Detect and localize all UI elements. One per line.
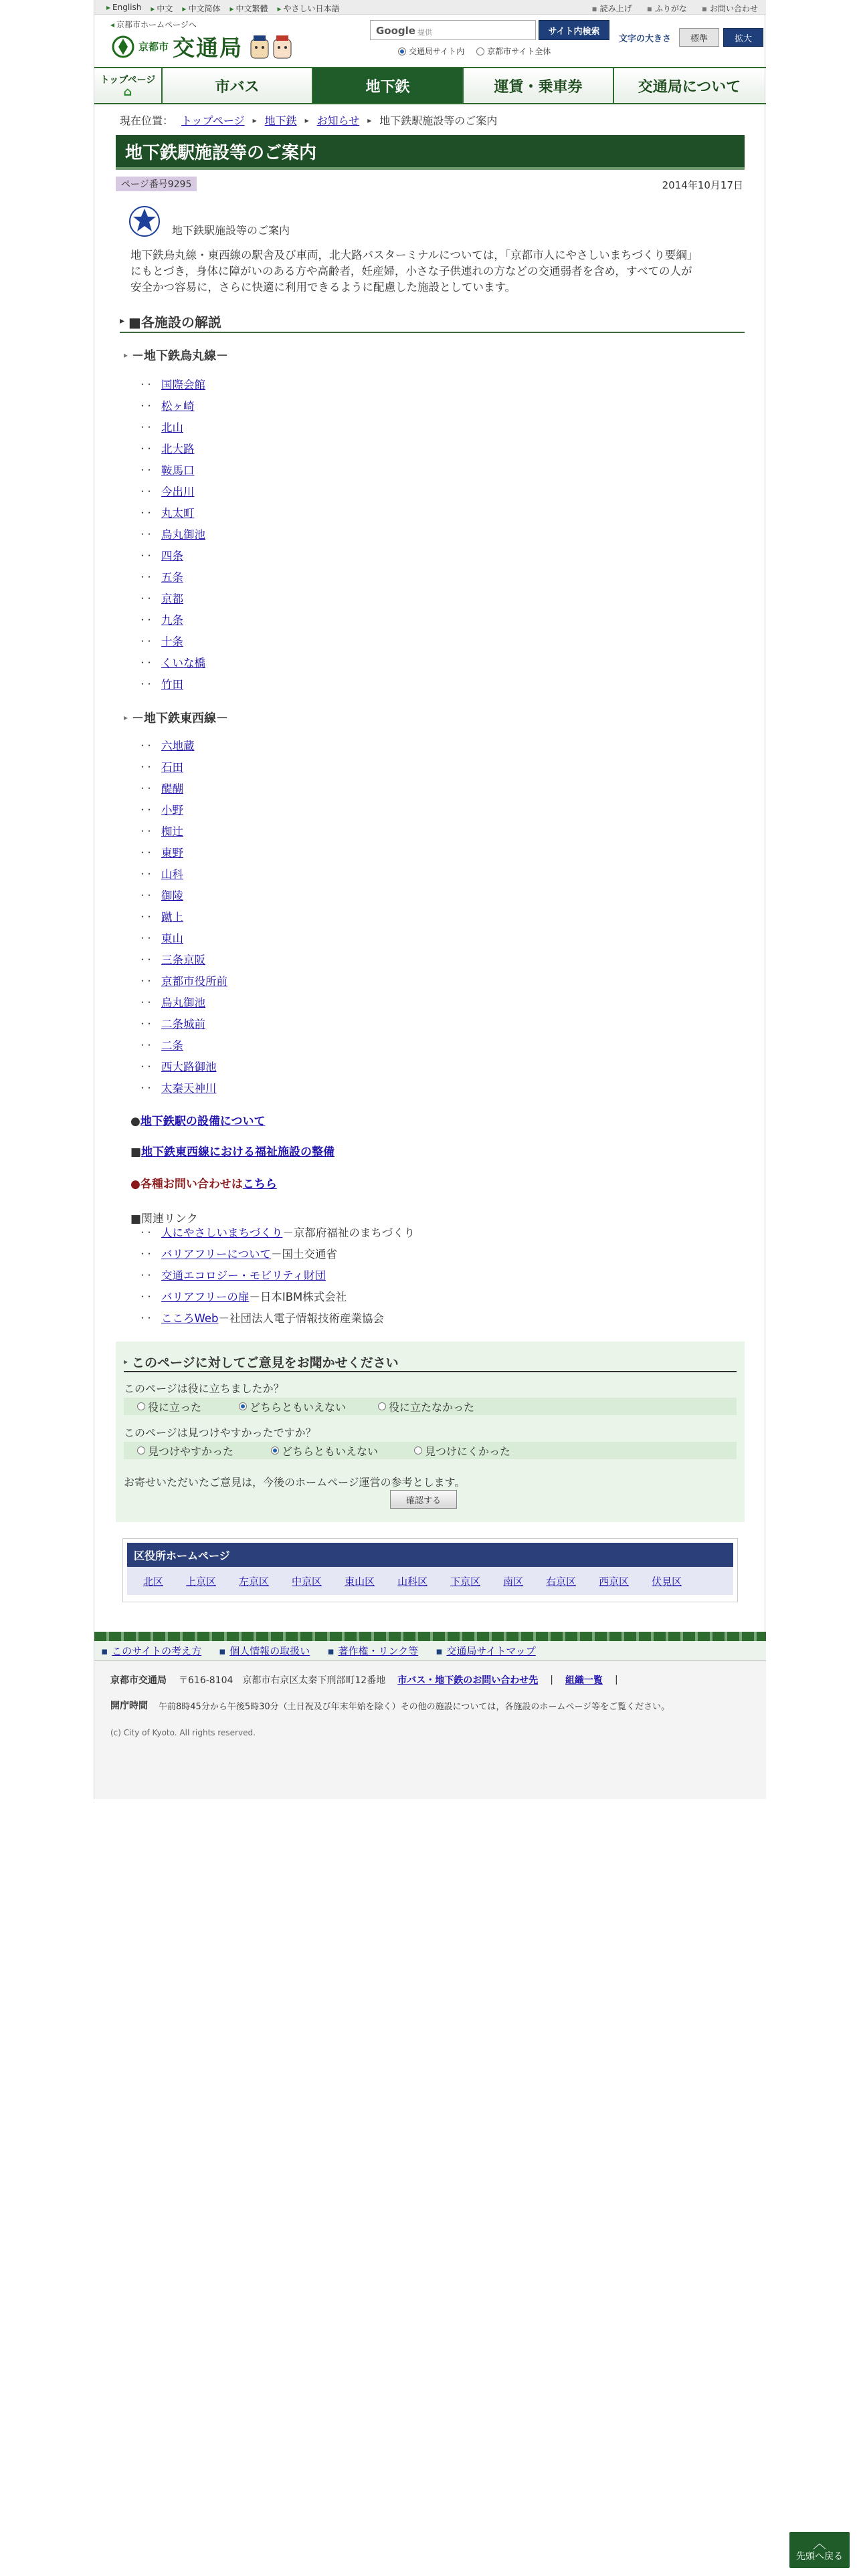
ward-link-list: [127, 1567, 733, 1595]
utility-bar: [94, 0, 766, 15]
ward-link[interactable]: 右京区: [546, 1575, 577, 1588]
radio-icon: [137, 1446, 145, 1455]
list-item: [138, 523, 205, 544]
station-link[interactable]: ・・ 山科: [161, 868, 184, 881]
footer-address: 〒616-8104 京都市右京区太秦下刑部町12番地: [179, 1675, 386, 1686]
list-item: [138, 1077, 227, 1098]
tozai-station-list: [138, 734, 227, 1098]
list-item: [138, 437, 205, 459]
footer-hours-row: [110, 1699, 670, 1712]
station-link[interactable]: ・・ 醍醐: [161, 782, 184, 795]
inquiry-row: [130, 1174, 277, 1191]
footer-address-row: [110, 1673, 618, 1687]
station-link[interactable]: ・・ 北山: [161, 421, 184, 434]
station-link[interactable]: ・・ 九条: [161, 614, 184, 627]
station-link[interactable]: ・・ 六地蔵: [161, 740, 195, 752]
station-link[interactable]: ・・ 二条: [161, 1039, 184, 1052]
global-nav: [94, 67, 766, 104]
breadcrumb-sep-icon: ▸: [304, 115, 309, 125]
intro-text: [130, 247, 739, 296]
page-title: 地下鉄駅施設等のご案内: [116, 135, 745, 170]
nav-top-label: トップページ: [100, 75, 156, 86]
station-link[interactable]: ・・ 十条: [161, 635, 184, 648]
option-label: 役に立った: [148, 1400, 202, 1414]
option-label: どちらともいえない: [282, 1444, 379, 1458]
footer-decor-band: [94, 1632, 766, 1641]
option-label: どちらともいえない: [250, 1400, 347, 1414]
list-item: [138, 416, 205, 437]
station-link[interactable]: ・・ 太秦天神川: [161, 1082, 217, 1095]
equipment-link-row: [130, 1111, 266, 1128]
footer-links: [94, 1641, 766, 1661]
related-source: －社団法人電子情報技術産業協会: [218, 1312, 384, 1325]
ward-link[interactable]: 北区: [143, 1575, 164, 1588]
station-link[interactable]: ・・ 北大路: [161, 443, 195, 455]
list-item: [138, 1307, 415, 1328]
font-size-large-button[interactable]: 拡大: [723, 28, 763, 47]
station-link[interactable]: ・・ 二条城前: [161, 1018, 206, 1031]
list-item: [138, 1243, 415, 1264]
site-logo[interactable]: [112, 31, 295, 62]
option-label: 見つけやすかった: [148, 1444, 234, 1458]
list-item: [138, 480, 205, 502]
language-links: [106, 3, 340, 14]
station-link[interactable]: ・・ 烏丸御池: [161, 996, 206, 1009]
search-scope-site[interactable]: [398, 45, 464, 57]
font-size-standard-button[interactable]: 標準: [679, 28, 719, 47]
list-item: [138, 609, 205, 630]
contact-link[interactable]: ▪ お問い合わせ: [702, 3, 758, 14]
lang-chinese[interactable]: ▸ 中文: [151, 3, 173, 14]
footer-divider: |: [550, 1675, 553, 1685]
station-link[interactable]: ・・ 御陵: [161, 889, 184, 902]
intro-heading: 地下鉄駅施設等のご案内: [172, 224, 290, 237]
intro-line: 地下鉄烏丸線・東西線の駅舎及び車両，北大路バスターミナルについては，「京都市人にやさしいまちづくり要綱」: [130, 249, 698, 261]
list-item: [138, 948, 227, 970]
feedback-question-1: このページは役に立ちましたか？: [124, 1382, 284, 1395]
search-scope-city[interactable]: [476, 45, 551, 57]
tozai-welfare-link[interactable]: 地下鉄東西線における福祉施設の整備: [141, 1146, 335, 1159]
radio-icon: [378, 1402, 386, 1410]
footer-inquiry-link[interactable]: 市バス・地下鉄のお問い合わせ先: [397, 1675, 539, 1686]
ward-link[interactable]: 左京区: [239, 1575, 270, 1588]
station-link[interactable]: ・・ くいな橋: [161, 657, 206, 669]
back-to-top-label: 先頭へ戻る: [796, 2551, 843, 2562]
footer-body: [94, 1661, 766, 1799]
footer-link-privacy[interactable]: ▪ 個人情報の取扱い: [219, 1644, 310, 1658]
feedback-options-2: [124, 1442, 737, 1459]
inquiry-link[interactable]: こちら: [242, 1178, 277, 1191]
station-link[interactable]: ・・ 小野: [161, 804, 184, 817]
radio-selected-icon: [398, 47, 406, 56]
list-item: [138, 884, 227, 905]
search-scope-site-label: 交通局サイト内: [409, 47, 465, 56]
page-number-badge: ページ番号9295: [116, 177, 197, 191]
page-date: 2014年10月17日: [662, 179, 743, 191]
station-link[interactable]: ・・ 竹田: [161, 678, 184, 691]
station-link[interactable]: ・・ 京都市役所前: [161, 975, 228, 988]
footer-directory-link[interactable]: 組織一覧: [565, 1675, 603, 1686]
feedback-form: [116, 1341, 745, 1522]
ward-link[interactable]: 下京区: [450, 1575, 481, 1588]
list-item: [138, 373, 205, 395]
footer-link-sitemap[interactable]: ▪ 交通局サイトマップ: [436, 1644, 536, 1658]
option-label: 見つけにくかった: [425, 1444, 511, 1458]
list-item: [138, 1055, 227, 1077]
radio-selected-icon: [239, 1402, 247, 1410]
station-link[interactable]: ・・ 今出川: [161, 486, 195, 498]
related-link[interactable]: ・・ バリアフリーについて: [161, 1248, 272, 1261]
list-item: [138, 841, 227, 863]
footer-link-copyright[interactable]: ▪ 著作権・リンク等: [327, 1644, 418, 1658]
list-item: [138, 991, 227, 1012]
station-link[interactable]: ・・ 石田: [161, 761, 184, 774]
search-scope: [398, 45, 551, 57]
station-link[interactable]: ・・ 東野: [161, 847, 184, 859]
station-link[interactable]: ・・ 鞍馬口: [161, 464, 195, 477]
breadcrumb-sep-icon: ▸: [252, 115, 257, 125]
list-item: [138, 587, 205, 609]
list-item: [138, 734, 227, 756]
search-placeholder: 提供: [417, 28, 432, 37]
read-aloud-link[interactable]: ▪ 読み上げ: [592, 3, 632, 14]
footer-org: 京都市交通局: [110, 1675, 167, 1686]
option-useful[interactable]: [137, 1399, 239, 1414]
related-link[interactable]: ・・ バリアフリーの扉: [161, 1291, 250, 1303]
station-link[interactable]: ・・ 国際会館: [161, 379, 206, 391]
station-link[interactable]: ・・ 三条京阪: [161, 954, 206, 966]
related-links-heading: ■関連リンク: [130, 1212, 198, 1226]
lang-easy-japanese[interactable]: ▸ やさしい日本語: [278, 3, 340, 14]
list-item: [138, 927, 227, 948]
font-size-label: 文字の大きさ: [619, 33, 672, 44]
radio-icon: [414, 1446, 422, 1455]
list-item: [138, 970, 227, 991]
breadcrumb-sep-icon: ▸: [367, 115, 372, 125]
feedback-heading: ▸ このページに対してご意見をお聞かせください: [124, 1352, 737, 1372]
option-neutral[interactable]: [271, 1443, 414, 1459]
option-hard-find[interactable]: [414, 1443, 510, 1459]
confirm-button[interactable]: 確認する: [390, 1490, 457, 1509]
logo-bureau: 交通局: [173, 35, 244, 61]
related-source: －日本IBM株式会社: [249, 1291, 347, 1303]
related-link[interactable]: ・・ 人にやさしいまちづくり: [161, 1226, 283, 1239]
station-link[interactable]: ・・ 東山: [161, 932, 184, 945]
option-neutral[interactable]: [239, 1399, 378, 1414]
option-label: 役に立たなかった: [389, 1400, 475, 1414]
nav-subway[interactable]: 地下鉄: [313, 68, 464, 103]
nav-about-bureau[interactable]: 交通局について: [614, 68, 765, 103]
breadcrumb: [120, 112, 497, 128]
radio-selected-icon: [271, 1446, 279, 1455]
font-size-controls: [619, 28, 763, 47]
chevron-up-icon: ︿: [813, 2535, 826, 2551]
city-emblem-icon: [112, 35, 134, 58]
breadcrumb-current: 地下鉄駅施設等のご案内: [379, 114, 498, 127]
station-link[interactable]: ・・ 蹴上: [161, 911, 184, 924]
tozai-welfare-row: [130, 1142, 335, 1159]
subway-logo-icon: [128, 205, 161, 238]
tozai-heading: ▸ －地下鉄東西線－: [124, 709, 228, 726]
list-item: [138, 1264, 415, 1285]
back-to-top-button[interactable]: [789, 2532, 850, 2568]
list-item: [138, 1034, 227, 1055]
inquiry-prefix: ●各種お問い合わせは: [130, 1178, 243, 1191]
station-link[interactable]: ・・ 松ヶ崎: [161, 400, 195, 413]
station-link[interactable]: ・・ 五条: [161, 571, 184, 584]
ward-link[interactable]: 上京区: [186, 1575, 217, 1588]
list-item: [138, 798, 227, 820]
ward-link[interactable]: 南区: [503, 1575, 524, 1588]
list-item: [138, 566, 205, 587]
list-item: [138, 459, 205, 480]
related-link[interactable]: ・・ こころWeb: [161, 1312, 219, 1325]
karasuma-station-list: [138, 373, 205, 694]
related-links-list: [138, 1221, 415, 1328]
nav-fares-tickets[interactable]: 運賃・乗車券: [464, 68, 614, 103]
search-input[interactable]: [370, 20, 536, 40]
home-icon: ⌂: [123, 85, 132, 99]
list-item: [138, 651, 205, 673]
related-source: －国土交通省: [271, 1248, 338, 1261]
breadcrumb-news[interactable]: お知らせ: [316, 114, 360, 127]
utility-tools: [592, 3, 758, 14]
option-not-useful[interactable]: [378, 1399, 474, 1414]
list-item: [138, 1221, 415, 1243]
list-item: [138, 673, 205, 694]
list-item: [138, 630, 205, 651]
footer-hours: 午前8時45分から午後5時30分（土日祝及び年末年始を除く）その他の施設については，各施設のホームページ等をご覧ください。: [159, 1701, 670, 1712]
ward-heading: 区役所ホームページ: [127, 1543, 733, 1567]
station-link[interactable]: ・・ 四条: [161, 550, 184, 562]
radio-icon: [476, 47, 484, 56]
station-link[interactable]: ・・ 京都: [161, 593, 184, 605]
ward-link[interactable]: 伏見区: [652, 1575, 682, 1588]
option-easy-find[interactable]: [137, 1443, 271, 1459]
lang-chinese-traditional[interactable]: ▸ 中文繁體: [229, 3, 268, 14]
nav-top-page[interactable]: [94, 68, 163, 103]
bullet-icon: ●: [130, 1115, 140, 1128]
station-link[interactable]: ・・ 丸太町: [161, 507, 195, 520]
ward-link[interactable]: 中京区: [292, 1575, 322, 1588]
ward-office-box: [122, 1538, 738, 1602]
station-link[interactable]: ・・ 西大路御池: [161, 1061, 217, 1073]
intro-line: 安全かつ容易に，さらに快適に利用できるように配慮した施設としています。: [130, 281, 516, 294]
feedback-options-1: [124, 1398, 737, 1415]
footer-divider: |: [614, 1675, 618, 1685]
list-item: [138, 820, 227, 841]
page-container: [94, 0, 765, 1799]
list-item: [138, 395, 205, 416]
list-item: [138, 1012, 227, 1034]
related-source: －京都府福祉のまちづくり: [282, 1226, 415, 1239]
karasuma-heading: ▸ －地下鉄烏丸線－: [124, 346, 228, 364]
feedback-question-2: このページは見つけやすかったですか？: [124, 1426, 316, 1439]
list-item: [138, 863, 227, 884]
nav-city-bus[interactable]: 市バス: [163, 68, 313, 103]
list-item: [138, 1285, 415, 1307]
station-link[interactable]: ・・ 烏丸御池: [161, 528, 206, 541]
list-item: [138, 756, 227, 777]
feedback-note: お寄せいただいたご意見は，今後のホームページ運営の参考とします。: [124, 1476, 466, 1489]
furigana-link[interactable]: ▪ ふりがな: [647, 3, 687, 14]
list-item: [138, 905, 227, 927]
lang-english[interactable]: ▸ English: [106, 3, 141, 14]
footer-link-policy[interactable]: ▪ このサイトの考え方: [101, 1644, 201, 1658]
city-homepage-link[interactable]: ◂ 京都市ホームページへ: [110, 19, 197, 30]
site-header: [94, 15, 766, 64]
search-button[interactable]: サイト内検索: [539, 20, 609, 40]
related-link[interactable]: ・・ 交通エコロジー・モビリティ財団: [161, 1269, 326, 1282]
site-search: [370, 20, 611, 59]
footer-hours-label: 開庁時間: [110, 1701, 148, 1711]
section-heading: ▸ ■各施設の解説: [120, 310, 745, 333]
bullet-icon: ■: [130, 1146, 142, 1159]
ward-link[interactable]: 東山区: [345, 1575, 375, 1588]
breadcrumb-top[interactable]: トップページ: [181, 114, 245, 127]
mascot-icon: [248, 33, 295, 61]
ward-link[interactable]: 山科区: [397, 1575, 428, 1588]
logo-city: 京都市: [138, 41, 169, 53]
breadcrumb-subway[interactable]: 地下鉄: [264, 114, 297, 127]
radio-icon: [137, 1402, 145, 1410]
search-scope-city-label: 京都市サイト全体: [487, 47, 551, 56]
equipment-link[interactable]: 地下鉄駅の設備について: [140, 1115, 266, 1128]
station-link[interactable]: ・・ 椥辻: [161, 825, 184, 838]
list-item: [138, 777, 227, 798]
search-engine-label: Google: [376, 25, 415, 37]
ward-link[interactable]: 西京区: [599, 1575, 630, 1588]
lang-chinese-simplified[interactable]: ▸ 中文简体: [182, 3, 220, 14]
footer-copyright: (c) City of Kyoto. All rights reserved.: [110, 1728, 256, 1737]
list-item: [138, 502, 205, 523]
intro-line: にもとづき，身体に障がいのある方や高齢者，妊産婦，小さな子供連れの方などの交通弱者を含め，すべての人が: [130, 265, 692, 278]
breadcrumb-label: 現在位置：: [120, 114, 174, 127]
list-item: [138, 544, 205, 566]
